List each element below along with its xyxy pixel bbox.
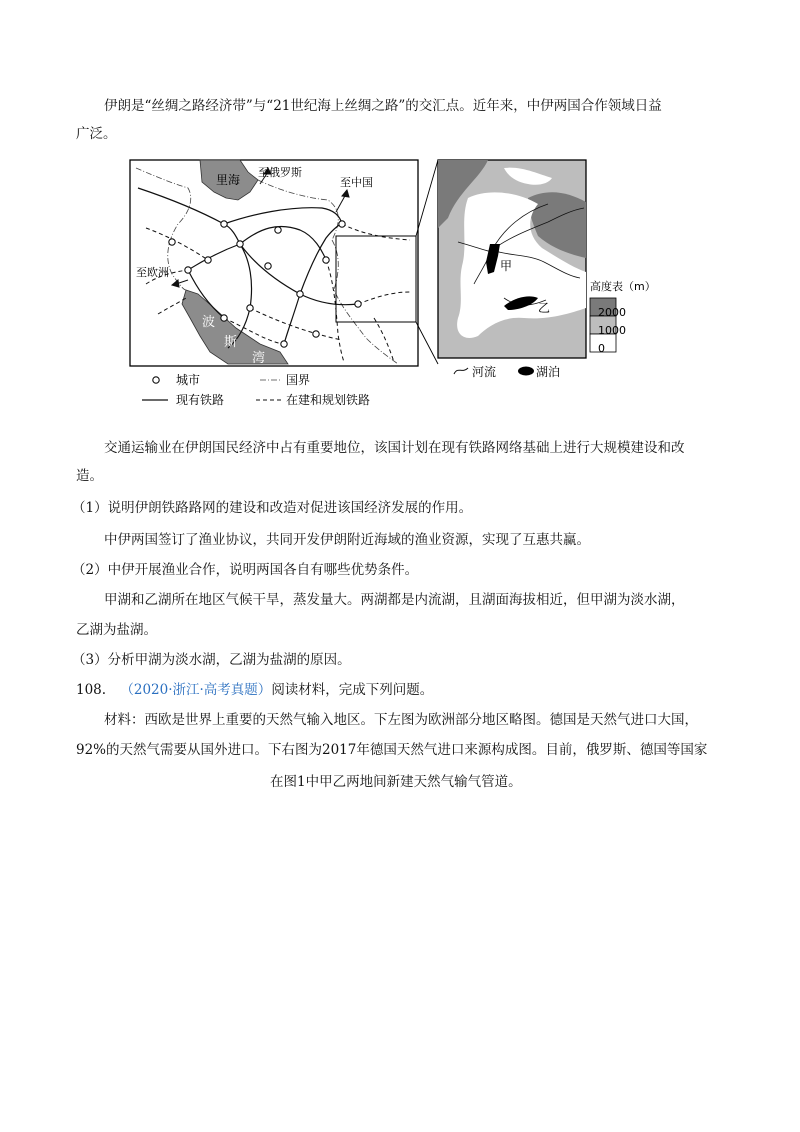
label-lake-jia: 甲 [500,259,513,273]
intro-line-2: 广泛。 [76,126,117,142]
legend-river: 河流 [472,365,497,379]
question-number: 108. [76,682,107,698]
legend-river-symbol [454,368,468,374]
question-prompt: 阅读材料，完成下列问题。 [271,682,434,698]
label-gulf-3: 湾 [252,351,266,366]
legend-planned-rail: 在建和规划铁路 [286,393,371,407]
lakes-line-2: 乙湖为盐湖。 [76,622,157,638]
label-gulf-2: 斯 [224,335,238,350]
legend-city: 城市 [176,373,201,387]
label-to-russia: 至俄罗斯 [258,166,302,179]
left-map-frame [130,160,418,366]
railway-map [130,160,438,366]
elevation-inset [438,160,586,358]
legend-border: 国界 [286,373,311,387]
legend-lake-symbol [518,367,534,376]
fishery-paragraph: 中伊两国签订了渔业协议，共同开发伊朗附近海域的渔业资源，实现了互惠共赢。 [104,532,590,548]
transport-line-1: 交通运输业在伊朗国民经济中占有重要地位，该国计划在现有铁路网络基础上进行大规模建设和改 [104,440,685,456]
transport-line-2: 造。 [76,468,103,484]
intro-line-1: 伊朗是“丝绸之路经济带”与“21世纪海上丝绸之路”的交汇点。近年来，中伊两国合作领域日益 [104,98,662,114]
elevation-level-0: 0 [598,342,605,355]
question-2: （2）中伊开展渔业合作，说明两国各自有哪些优势条件。 [72,562,419,578]
legend-city-symbol [153,377,159,383]
iran-map-figure [128,158,656,410]
label-to-china: 至中国 [340,176,373,189]
lakes-line-1: 甲湖和乙湖所在地区气候干旱，蒸发量大。两湖都是内流湖，且湖面海拔相近，但甲湖为淡水湖， [104,592,685,608]
label-gulf-1: 波 [202,315,216,330]
elevation-level-2000: 2000 [598,306,626,319]
question-source: （2020·浙江·高考真题） [120,682,272,698]
material-line-3: 在图1中甲乙两地间新建天然气输气管道。 [270,774,522,790]
legend-existing-rail: 现有铁路 [176,393,225,407]
map-legend [142,364,560,407]
question-3: （3）分析甲湖为淡水湖，乙湖为盐湖的原因。 [72,652,351,668]
elevation-legend-title: 高度表（m） [590,280,656,293]
elevation-level-1000: 1000 [598,324,626,337]
label-to-europe: 至欧洲 [136,266,169,279]
material-line-2: 92%的天然气需要从国外进口。下右图为2017年德国天然气进口来源构成图。目前，俄罗斯、德国等国家 [76,742,708,758]
legend-lake: 湖泊 [536,365,561,379]
label-lake-yi: 乙 [538,301,551,315]
material-line-1: 材料：西欧是世界上重要的天然气输入地区。下左图为欧洲部分地区略图。德国是天然气进口大国， [104,712,698,728]
question-1: （1）说明伊朗铁路路网的建设和改造对促进该国经济发展的作用。 [72,500,473,516]
label-caspian: 里海 [216,173,241,187]
question-108-header [76,680,433,700]
